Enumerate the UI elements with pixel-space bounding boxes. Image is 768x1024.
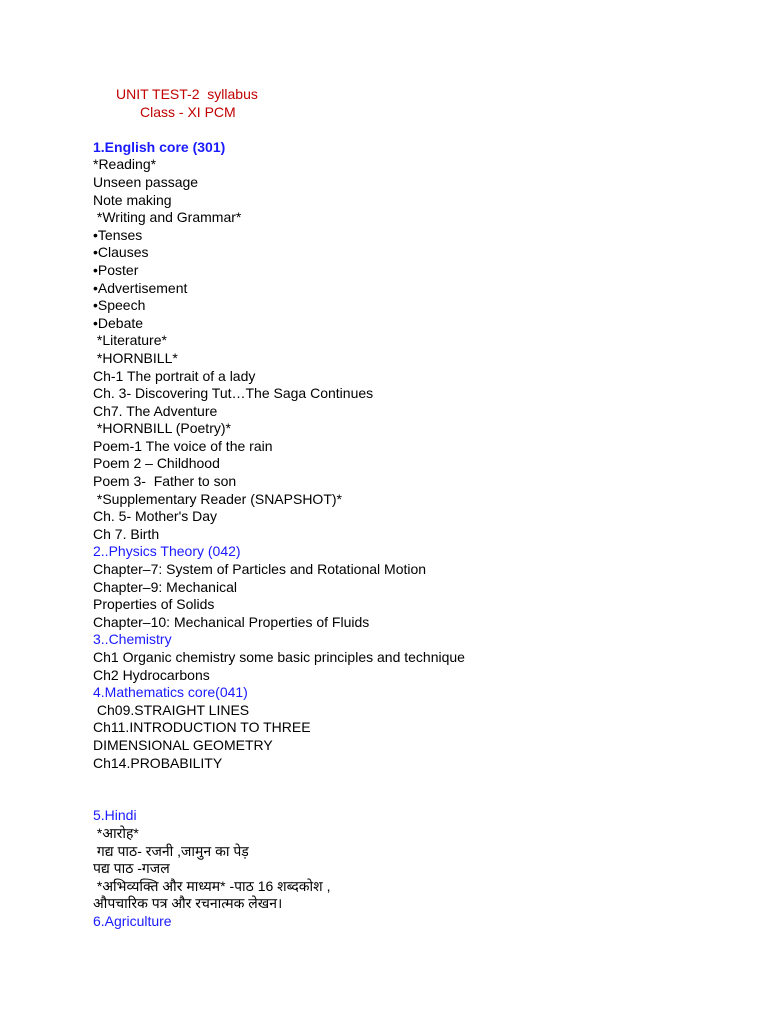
- english-line: *Literature*: [93, 332, 167, 349]
- english-line: Ch-1 The portrait of a lady: [93, 367, 256, 384]
- section-heading-chemistry: 3..Chemistry: [93, 631, 172, 648]
- section-heading-agriculture: 6.Agriculture: [93, 912, 172, 929]
- english-line: Poem 3- Father to son: [93, 473, 237, 490]
- hindi-line: पद्य पाठ -गजल: [93, 860, 170, 877]
- physics-line: Properties of Solids: [93, 596, 215, 613]
- physics-line: Chapter–9: Mechanical: [93, 578, 237, 595]
- english-line: Ch. 5- Mother's Day: [93, 508, 218, 525]
- english-line: •Poster: [93, 261, 139, 278]
- physics-line: Chapter–10: Mechanical Properties of Fluids: [93, 613, 370, 630]
- section-heading-hindi: 5.Hindi: [93, 807, 137, 824]
- english-line: *Writing and Grammar*: [93, 209, 242, 226]
- hindi-line: गद्य पाठ- रजनी ,जामुन का पेड़: [93, 842, 249, 859]
- hindi-line: औपचारिक पत्र और रचनात्मक लेखन।: [93, 895, 283, 912]
- english-line: Unseen passage: [93, 173, 199, 190]
- hindi-line: *आरोह*: [93, 824, 139, 841]
- english-line: *HORNBILL*: [93, 349, 178, 366]
- english-line: *Supplementary Reader (SNAPSHOT)*: [93, 490, 342, 507]
- english-line: *Reading*: [93, 156, 157, 173]
- english-line: Poem 2 – Childhood: [93, 455, 220, 472]
- english-line: •Clauses: [93, 244, 149, 261]
- mathematics-line: Ch09.STRAIGHT LINES: [93, 701, 250, 718]
- spacer: [93, 121, 733, 139]
- spacer: [93, 772, 733, 807]
- english-line: •Debate: [93, 314, 144, 331]
- mathematics-line: Ch11.INTRODUCTION TO THREE: [93, 719, 311, 736]
- mathematics-line: Ch14.PROBABILITY: [93, 754, 223, 771]
- english-line: Ch 7. Birth: [93, 525, 160, 542]
- syllabus-document: [93, 86, 733, 931]
- document-title: UNIT TEST-2 syllabus: [116, 86, 258, 102]
- english-line: Note making: [93, 191, 172, 208]
- english-line: Ch7. The Adventure: [93, 402, 218, 419]
- section-heading-mathematics: 4.Mathematics core(041): [93, 684, 248, 701]
- hindi-line: *अभिव्यक्ति और माध्यम* -पाठ 16 शब्दकोश ,: [93, 877, 331, 894]
- english-line: •Tenses: [93, 226, 143, 243]
- english-line: *HORNBILL (Poetry)*: [93, 420, 231, 437]
- chemistry-line: Ch1 Organic chemistry some basic principles and technique: [93, 649, 465, 665]
- section-heading-physics: 2..Physics Theory (042): [93, 543, 241, 560]
- english-line: •Speech: [93, 297, 146, 314]
- chemistry-line: Ch2 Hydrocarbons: [93, 666, 210, 683]
- physics-line: Chapter–7: System of Particles and Rotational Motion: [93, 561, 427, 578]
- section-heading-english: 1.English core (301): [93, 138, 226, 155]
- english-line: •Advertisement: [93, 279, 188, 296]
- english-line: Ch. 3- Discovering Tut…The Saga Continues: [93, 385, 374, 402]
- mathematics-line: DIMENSIONAL GEOMETRY: [93, 736, 273, 753]
- english-line: Poem-1 The voice of the rain: [93, 437, 273, 454]
- document-subtitle: Class - XI PCM: [140, 103, 236, 120]
